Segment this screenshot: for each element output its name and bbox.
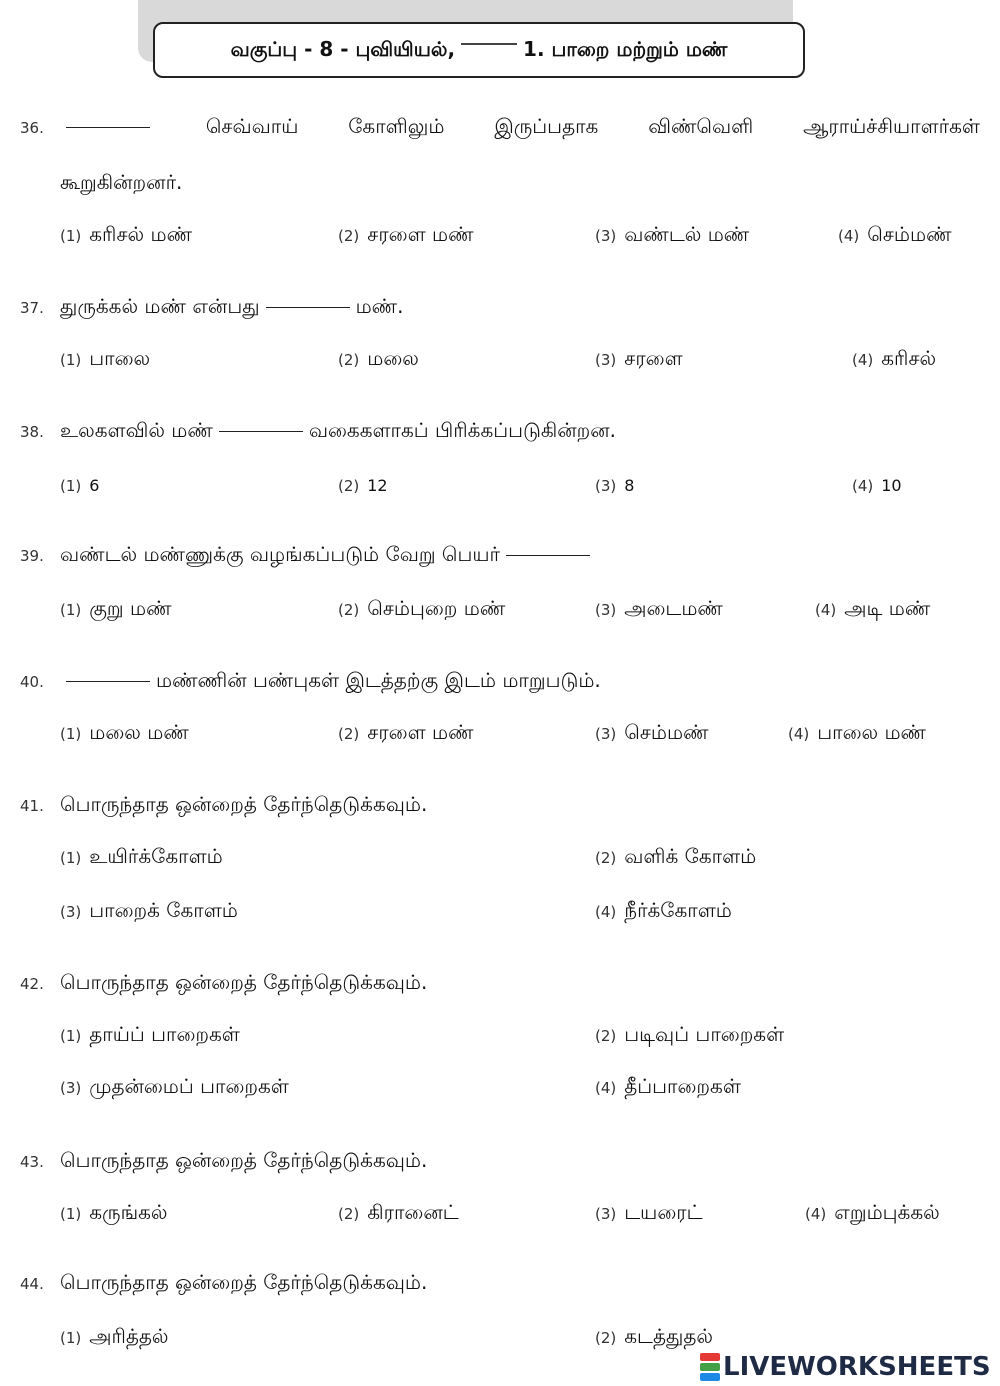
question-44 (20, 1270, 427, 1297)
question-39 (20, 542, 596, 569)
question-text: வண்டல் மண்ணுக்கு வழங்கப்படும் வேறு பெயர் (60, 542, 500, 566)
question-number: 38. (20, 423, 44, 441)
worksheet-title (153, 22, 805, 78)
title-right: 1. பாறை மற்றும் மண் (523, 36, 728, 61)
question-word: இருப்பதாக (494, 114, 599, 138)
question-text: துருக்கல் மண் என்பது (60, 294, 260, 318)
question-36 (20, 114, 980, 141)
option-37-1[interactable]: (1) பாலை (60, 346, 151, 370)
question-number: 39. (20, 547, 44, 565)
option-41-1[interactable]: (1) உயிர்க்கோளம் (60, 844, 223, 868)
question-number: 40. (20, 673, 44, 691)
option-41-3[interactable]: (3) பாறைக் கோளம் (60, 898, 238, 922)
question-text: பொருந்தாத ஒன்றைத் தேர்ந்தெடுக்கவும். (60, 1270, 428, 1294)
question-37 (20, 294, 403, 321)
option-42-1[interactable]: (1) தாய்ப் பாறைகள் (60, 1022, 240, 1046)
question-41 (20, 792, 427, 819)
logo-text: LIVEWORKSHEETS (723, 1352, 991, 1382)
option-36-3[interactable]: (3) வண்டல் மண் (595, 222, 750, 246)
question-42 (20, 970, 427, 997)
question-text: பொருந்தாத ஒன்றைத் தேர்ந்தெடுக்கவும். (60, 792, 428, 816)
option-39-2[interactable]: (2) செம்புறை மண் (338, 596, 506, 620)
question-word: கோளிலும் (348, 114, 445, 138)
liveworksheets-logo (700, 1350, 991, 1384)
option-39-4[interactable]: (4) அடி மண் (815, 596, 931, 620)
option-42-4[interactable]: (4) தீப்பாறைகள் (595, 1074, 741, 1098)
logo-mark-icon (700, 1353, 720, 1381)
answer-blank (66, 127, 150, 128)
option-40-1[interactable]: (1) மலை மண் (60, 720, 189, 744)
option-42-2[interactable]: (2) படிவுப் பாறைகள் (595, 1022, 785, 1046)
option-38-2[interactable]: (2) 12 (338, 476, 388, 495)
answer-blank (506, 555, 590, 556)
answer-blank (66, 681, 150, 682)
question-36-continuation: கூறுகின்றனர். (60, 170, 183, 194)
answer-blank (266, 307, 350, 308)
question-text: வகைகளாகப் பிரிக்கப்படுகின்றன. (308, 418, 617, 442)
question-number: 44. (20, 1275, 44, 1293)
option-40-3[interactable]: (3) செம்மண் (595, 720, 709, 744)
option-43-4[interactable]: (4) எறும்புக்கல் (805, 1200, 940, 1224)
option-37-4[interactable]: (4) கரிசல் (852, 346, 937, 370)
question-number: 41. (20, 797, 44, 815)
option-40-2[interactable]: (2) சரளை மண் (338, 720, 474, 744)
option-36-2[interactable]: (2) சரளை மண் (338, 222, 474, 246)
option-38-1[interactable]: (1) 6 (60, 476, 100, 495)
option-37-2[interactable]: (2) மலை (338, 346, 419, 370)
question-word: செவ்வாய் (205, 114, 299, 138)
question-word: விண்வெளி (648, 114, 754, 138)
question-43 (20, 1148, 427, 1175)
option-39-3[interactable]: (3) அடைமண் (595, 596, 723, 620)
option-39-1[interactable]: (1) குறு மண் (60, 596, 172, 620)
option-36-1[interactable]: (1) கரிசல் மண் (60, 222, 193, 246)
question-text: உலகளவில் மண் (60, 418, 213, 442)
option-37-3[interactable]: (3) சரளை (595, 346, 683, 370)
question-text: மண்ணின் பண்புகள் இடத்தற்கு இடம் மாறுபடும். (156, 668, 601, 692)
option-41-2[interactable]: (2) வளிக் கோளம் (595, 844, 757, 868)
option-40-4[interactable]: (4) பாலை மண் (788, 720, 927, 744)
option-38-3[interactable]: (3) 8 (595, 476, 635, 495)
question-text: பொருந்தாத ஒன்றைத் தேர்ந்தெடுக்கவும். (60, 970, 428, 994)
option-43-2[interactable]: (2) கிரானைட் (338, 1200, 459, 1224)
question-number: 37. (20, 299, 44, 317)
option-43-1[interactable]: (1) கருங்கல் (60, 1200, 168, 1224)
question-number: 42. (20, 975, 44, 993)
option-44-1[interactable]: (1) அரித்தல் (60, 1324, 169, 1348)
question-number: 43. (20, 1153, 44, 1171)
title-separator (461, 43, 517, 45)
option-43-3[interactable]: (3) டயரைட் (595, 1200, 703, 1224)
option-41-4[interactable]: (4) நீர்க்கோளம் (595, 898, 732, 922)
question-40 (20, 668, 601, 695)
question-text: பொருந்தாத ஒன்றைத் தேர்ந்தெடுக்கவும். (60, 1148, 428, 1172)
title-left: வகுப்பு - 8 - புவியியல், (230, 36, 456, 61)
question-number: 36. (20, 119, 44, 137)
question-word: ஆராய்ச்சியாளர்கள் (803, 114, 980, 138)
option-42-3[interactable]: (3) முதன்மைப் பாறைகள் (60, 1074, 289, 1098)
question-38 (20, 418, 616, 445)
question-text: மண். (355, 294, 404, 318)
option-36-4[interactable]: (4) செம்மண் (838, 222, 952, 246)
option-38-4[interactable]: (4) 10 (852, 476, 902, 495)
answer-blank (219, 431, 303, 432)
option-44-2[interactable]: (2) கடத்துதல் (595, 1324, 713, 1348)
